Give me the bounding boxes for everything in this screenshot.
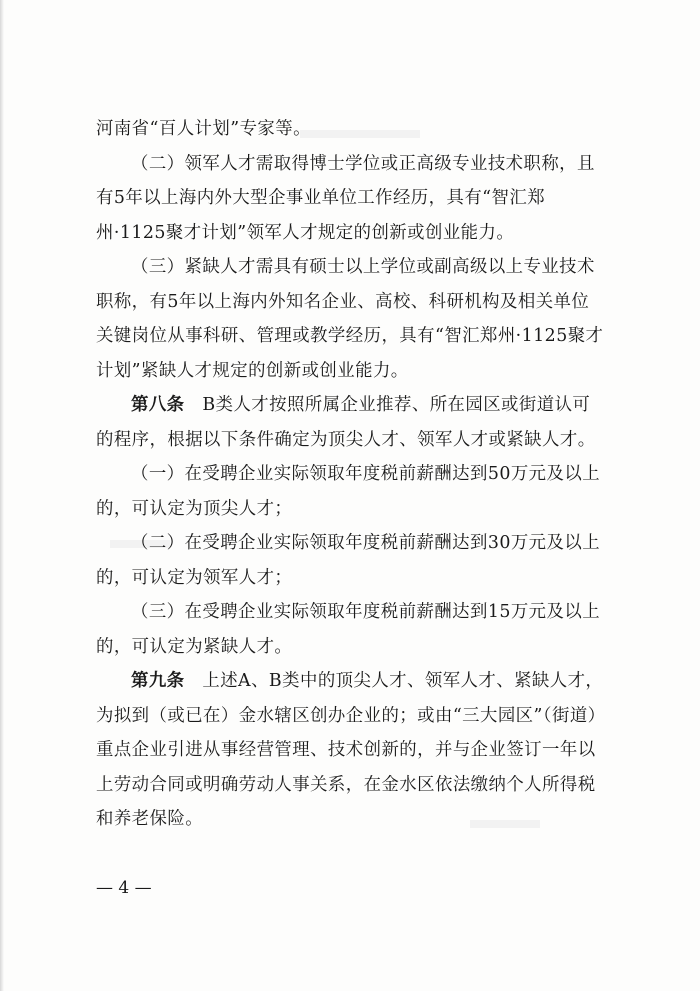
text-line: （三）紧缺人才需具有硕士以上学位或副高级以上专业技术 xyxy=(131,257,595,277)
text-line: 有5年以上海内外大型企事业单位工作经历，具有“智汇郑 xyxy=(96,188,546,208)
text-line: （二）在受聘企业实际领取年度税前薪酬达到30万元及以上 xyxy=(131,533,601,553)
text-line: 州·1125聚才计划”领军人才规定的创新或创业能力。 xyxy=(96,222,515,243)
article-8-first-line xyxy=(96,388,626,423)
text-line: 为拟到（或已在）金水辖区创办企业的；或由“三大园区”（街道） xyxy=(96,705,606,726)
text-line: 计划”紧缺人才规定的创新或创业能力。 xyxy=(96,360,409,381)
article-8-lead: B类人才按照所属企业推荐、所在园区或街道认可 xyxy=(202,395,591,415)
text-line: 上劳动合同或明确劳动人事关系，在金水区依法缴纳个人所得税 xyxy=(96,774,596,795)
text-line: 的，可认定为领军人才； xyxy=(96,567,293,588)
text-line: 河南省“百人计划”专家等。 xyxy=(96,119,311,139)
text-line: 关键岗位从事科研、管理或教学经历，具有“智汇郑州·1125聚才 xyxy=(96,326,604,346)
text-line: 重点企业引进从事经营管理、技术创新的，并与企业签订一年以 xyxy=(96,740,596,760)
text-line: 职称，有5年以上海内外知名企业、高校、科研机构及相关单位 xyxy=(96,291,590,312)
scan-edge xyxy=(0,0,4,991)
text-line: 的，可认定为顶尖人才； xyxy=(96,498,293,519)
text-line: （二）领军人才需取得博士学位或正高级专业技术职称，且 xyxy=(131,153,595,174)
text-line: 和养老保险。 xyxy=(96,809,204,829)
text-line: 的程序，根据以下条件确定为顶尖人才、领军人才或紧缺人才。 xyxy=(96,429,596,450)
article-9-lead: 上述A、B类中的顶尖人才、领军人才、紧缺人才， xyxy=(202,671,604,691)
page-number: — 4 — xyxy=(96,878,152,898)
article-8-label: 第八条 xyxy=(131,395,185,415)
article-9-first-line xyxy=(96,664,626,699)
text-line: （三）在受聘企业实际领取年度税前薪酬达到15万元及以上 xyxy=(131,602,601,622)
text-line: （一）在受聘企业实际领取年度税前薪酬达到50万元及以上 xyxy=(131,464,601,484)
article-9-label: 第九条 xyxy=(131,671,185,691)
text-line: 的，可认定为紧缺人才。 xyxy=(96,636,293,657)
document-body xyxy=(96,112,626,837)
